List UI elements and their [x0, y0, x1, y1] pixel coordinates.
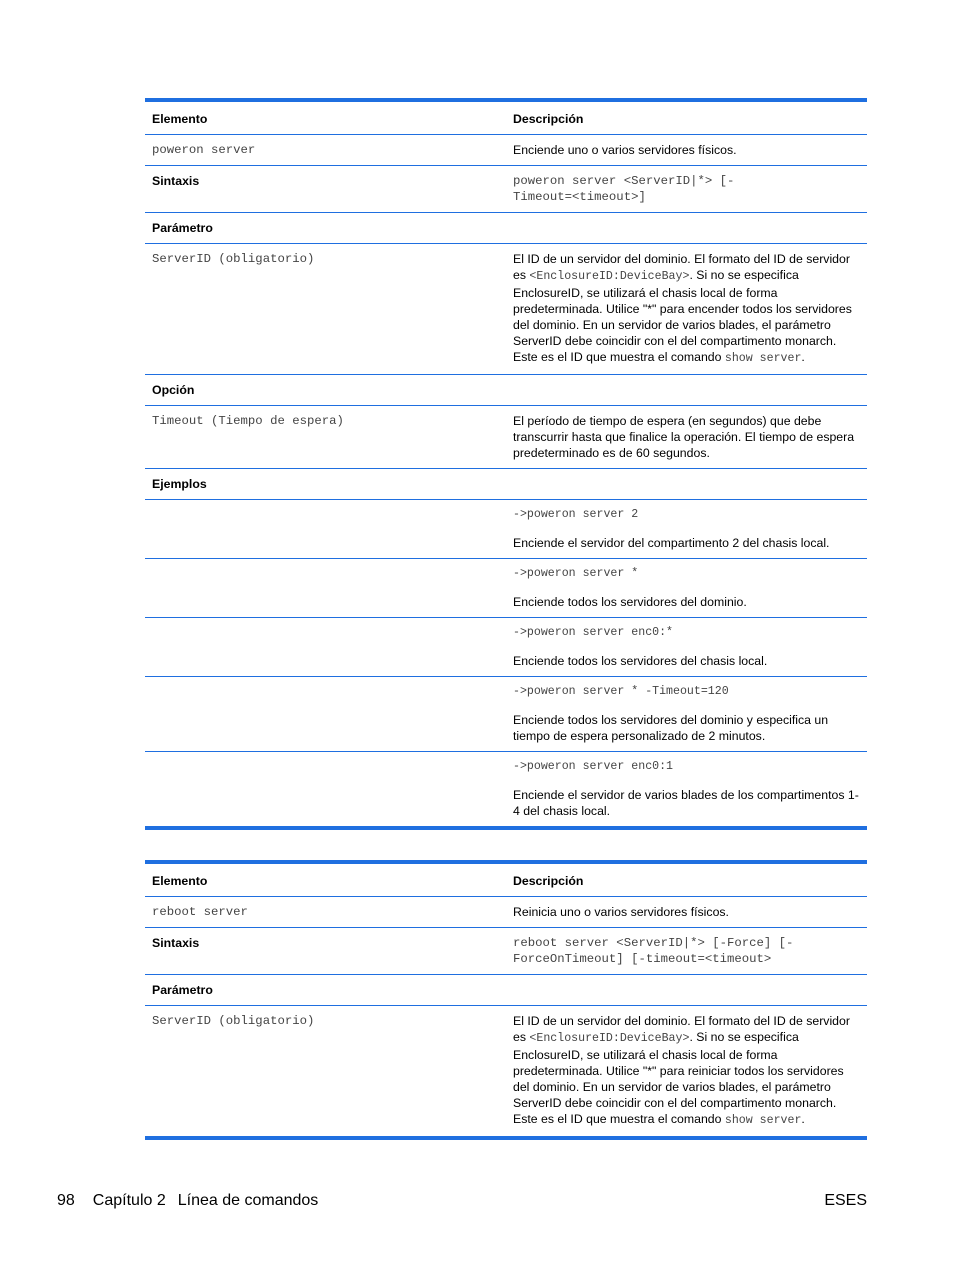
table-row	[145, 975, 867, 1006]
examples-label: Ejemplos	[145, 469, 506, 500]
command-name: reboot server	[145, 897, 506, 928]
param-desc-code: show server	[724, 1114, 802, 1127]
param-desc-text: El ID de un servidor del dominio. El formato del ID de servidor es	[513, 1014, 850, 1044]
header-descripcion: Descripción	[506, 862, 867, 897]
header-elemento: Elemento	[145, 862, 506, 897]
table-row	[145, 135, 867, 166]
command-description: Enciende uno o varios servidores físicos.	[506, 135, 867, 166]
param-desc-code: <EnclosureID:DeviceBay>	[529, 1032, 690, 1045]
example-cell	[506, 752, 867, 829]
table-row	[145, 928, 867, 975]
reboot-server-table	[145, 860, 867, 1140]
example-description: Enciende el servidor de varios blades de los compartimentos 1-4 del chasis local.	[513, 788, 859, 818]
option-label: Opción	[145, 375, 506, 406]
table-row	[145, 166, 867, 213]
poweron-server-table	[145, 98, 867, 830]
example-cell	[506, 559, 867, 618]
empty-cell	[506, 469, 867, 500]
example-code: ->poweron server 2	[513, 508, 639, 521]
table-row	[145, 213, 867, 244]
table-row	[145, 897, 867, 928]
empty-cell	[145, 559, 506, 618]
param-desc-text: . Si no se especifica EnclosureID, se utilizará el chasis local de forma predeterminada. Utilice "*" para reiniciar todos los servidores del dominio. En un servidor de varios blades, el parámetro ServerID debe coincidir con el del compartimento monarch. Este es el ID que muestra el comando	[513, 1030, 844, 1126]
example-description: Enciende todos los servidores del dominio y especifica un tiempo de espera personalizado de 2 minutos.	[513, 713, 829, 743]
table-row	[145, 406, 867, 469]
syntax-line-1: poweron server <ServerID|*> [-	[513, 174, 735, 188]
syntax-label: Sintaxis	[145, 928, 506, 975]
empty-cell	[145, 752, 506, 829]
parameter-description	[506, 244, 867, 375]
example-description: Enciende el servidor del compartimento 2 del chasis local.	[513, 536, 830, 550]
table-row	[145, 469, 867, 500]
param-desc-code: show server	[724, 352, 802, 365]
example-code: ->poweron server * -Timeout=120	[513, 685, 729, 698]
param-desc-text: .	[801, 350, 805, 364]
param-desc-code: <EnclosureID:DeviceBay>	[529, 270, 690, 283]
chapter-title: Línea de comandos	[177, 1192, 319, 1209]
example-code: ->poweron server *	[513, 567, 639, 580]
option-name: Timeout (Tiempo de espera)	[145, 406, 506, 469]
example-row	[145, 500, 867, 559]
table-row	[145, 375, 867, 406]
table-header-row	[145, 100, 867, 135]
example-cell	[506, 618, 867, 677]
example-row	[145, 752, 867, 829]
empty-cell	[145, 500, 506, 559]
parameter-label: Parámetro	[145, 975, 506, 1006]
example-row	[145, 559, 867, 618]
example-code: ->poweron server enc0:1	[513, 760, 674, 773]
syntax-value	[506, 166, 867, 213]
table-header-row	[145, 862, 867, 897]
command-name: poweron server	[145, 135, 506, 166]
syntax-value	[506, 928, 867, 975]
empty-cell	[145, 618, 506, 677]
header-elemento: Elemento	[145, 100, 506, 135]
parameter-label: Parámetro	[145, 213, 506, 244]
example-description: Enciende todos los servidores del chasis local.	[513, 654, 768, 668]
syntax-line-1: reboot server <ServerID|*> [-Force] [-	[513, 936, 794, 950]
example-row	[145, 618, 867, 677]
empty-cell	[145, 677, 506, 752]
parameter-name: ServerID (obligatorio)	[152, 1014, 315, 1028]
parameter-name: ServerID (obligatorio)	[145, 244, 506, 375]
param-desc-text: .	[801, 1112, 805, 1126]
table-row	[145, 1006, 867, 1139]
example-code: ->poweron server enc0:*	[513, 626, 674, 639]
empty-cell	[506, 375, 867, 406]
syntax-label: Sintaxis	[145, 166, 506, 213]
command-description: Reinicia uno o varios servidores físicos.	[506, 897, 867, 928]
header-descripcion: Descripción	[506, 100, 867, 135]
page-number: 98	[57, 1192, 75, 1209]
table-row	[145, 244, 867, 375]
option-description: El período de tiempo de espera (en segundos) que debe transcurrir hasta que finalice la operación. El tiempo de espera predeterminado es de 60 segundos.	[506, 406, 867, 469]
example-cell	[506, 500, 867, 559]
page-footer	[57, 1191, 867, 1211]
example-row	[145, 677, 867, 752]
parameter-description	[506, 1006, 867, 1139]
empty-cell	[506, 975, 867, 1006]
example-description: Enciende todos los servidores del dominio.	[513, 595, 747, 609]
locale-code: ESES	[824, 1192, 867, 1209]
example-cell	[506, 677, 867, 752]
syntax-line-2: ForceOnTimeout] [-timeout=<timeout>	[513, 952, 772, 966]
syntax-line-2: Timeout=<timeout>]	[513, 190, 646, 204]
param-desc-text: El ID de un servidor del dominio. El formato del ID de servidor es	[513, 252, 850, 282]
empty-cell	[506, 213, 867, 244]
param-desc-text: . Si no se especifica EnclosureID, se utilizará el chasis local de forma predeterminada. Utilice "*" para encender todos los servidores del dominio. En un servidor de varios blades, el parámetro ServerID debe coincidir con el del compartimento monarch. Este es el ID que muestra el comando	[513, 268, 852, 364]
chapter-label: Capítulo 2	[92, 1192, 166, 1209]
